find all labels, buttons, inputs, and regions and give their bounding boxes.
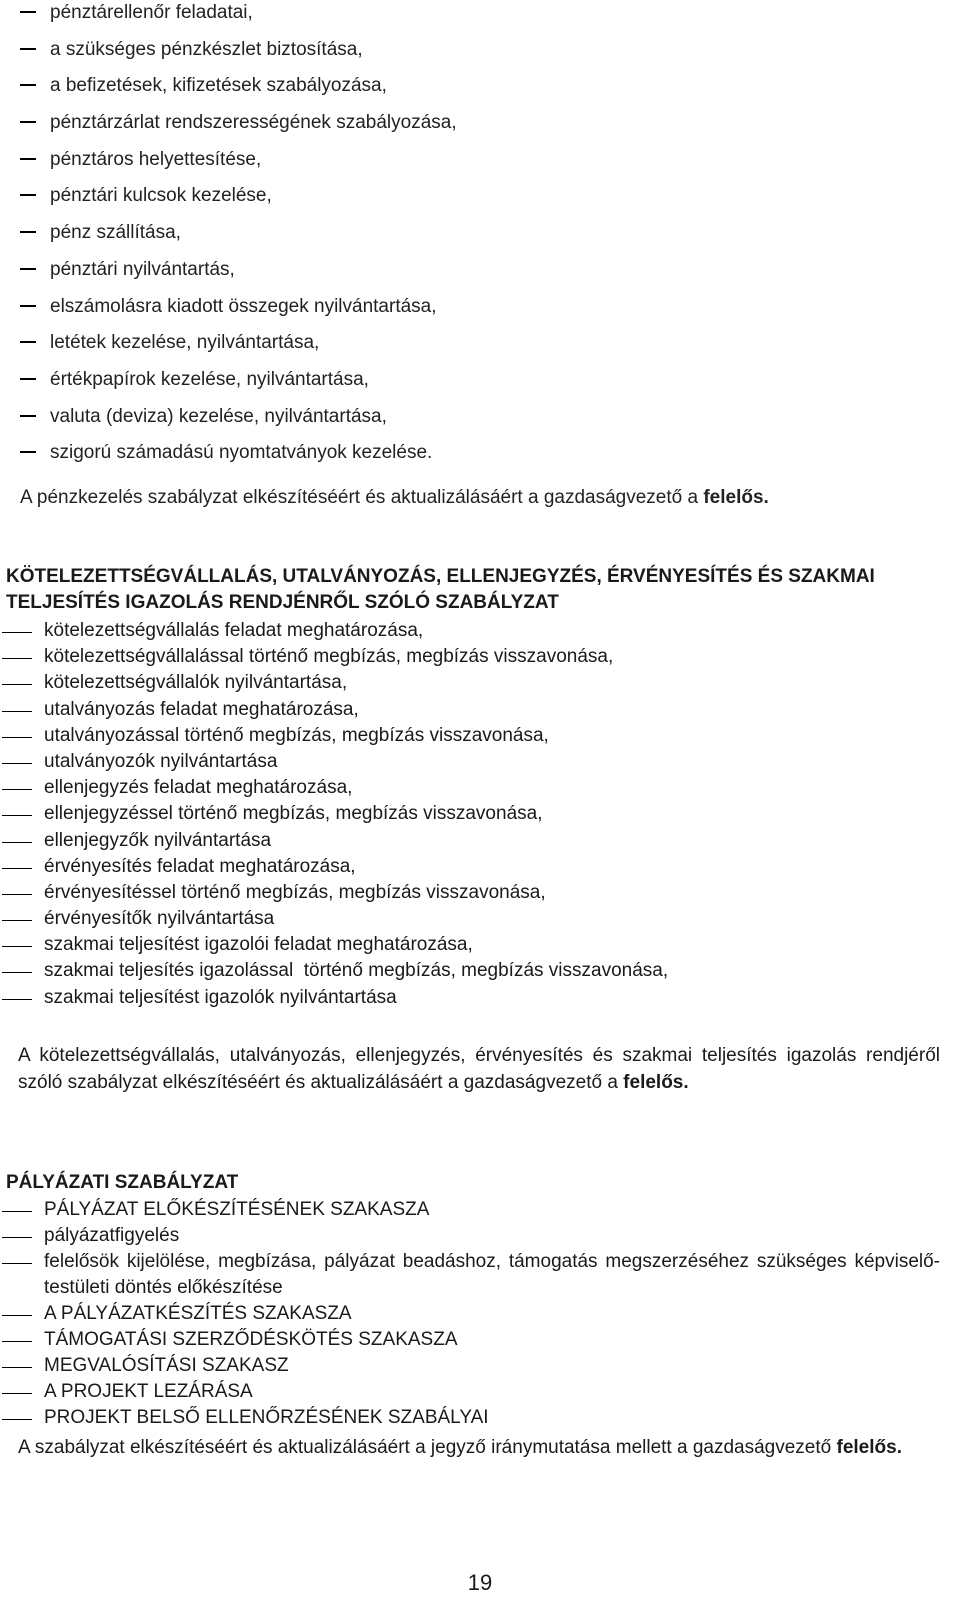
- list-item-text: ellenjegyzéssel történő megbízás, megbízás visszavonása,: [44, 803, 543, 825]
- list-item-text: a befizetések, kifizetések szabályozása,: [50, 75, 387, 97]
- list-item: [20, 257, 940, 294]
- list-item-text: pénztári nyilvántartás,: [50, 258, 235, 280]
- dash-bullet: [2, 908, 32, 930]
- dash-bullet: [2, 620, 32, 642]
- list-item-text: szigorú számadású nyomtatványok kezelése.: [50, 442, 433, 464]
- list-item: [0, 932, 940, 958]
- closing-text: A pénzkezelés szabályzat elkészítéséért és aktualizálásáért a gazdaságvezető a: [20, 487, 704, 508]
- tender-closing-paragraph: [18, 1434, 940, 1461]
- list-item-text: ellenjegyzés feladat meghatározása,: [44, 777, 353, 799]
- list-item: [0, 618, 940, 644]
- dash-bullet: [20, 39, 36, 61]
- dash-bullet: [2, 1381, 32, 1403]
- list-item-text: felelősök kijelölése, megbízása, pályázat beadáshoz, támogatás megszerzéséhez szükséges képviselő-testületi döntés előkészítése: [44, 1251, 940, 1298]
- list-item: [0, 1353, 940, 1379]
- list-item: [20, 0, 940, 37]
- list-item-text: A PÁLYÁZATKÉSZÍTÉS SZAKASZA: [44, 1303, 352, 1324]
- list-item-text: pályázatfigyelés: [44, 1225, 180, 1246]
- dash-bullet: [2, 1355, 32, 1377]
- list-item-text: pénztári kulcsok kezelése,: [50, 185, 272, 207]
- list-item-text: kötelezettségvállalással történő megbízás, megbízás visszavonása,: [44, 646, 614, 668]
- list-item: [0, 749, 940, 775]
- list-item: [0, 985, 940, 1011]
- list-item: [0, 723, 940, 749]
- dash-bullet: [20, 259, 36, 281]
- dash-bullet: [2, 1225, 32, 1247]
- closing-bold-text: felelős.: [703, 487, 769, 508]
- dash-bullet: [20, 369, 36, 391]
- dash-bullet: [20, 442, 36, 464]
- list-item: [20, 183, 940, 220]
- dash-bullet: [2, 1303, 32, 1325]
- list-item-text: ellenjegyzők nyilvántartása: [44, 829, 272, 851]
- list-item: [0, 828, 940, 854]
- dash-bullet: [2, 646, 32, 668]
- list-item: [0, 1301, 940, 1327]
- list-item: [0, 697, 940, 723]
- list-item-text: A PROJEKT LEZÁRÁSA: [44, 1381, 253, 1402]
- closing-text: A szabályzat elkészítéséért és aktualizálásáért a jegyző iránymutatása mellett a gazdaságvezető: [18, 1437, 837, 1458]
- list-item-text: értékpapírok kezelése, nyilvántartása,: [50, 368, 369, 390]
- list-item: [0, 801, 940, 827]
- list-item-text: pénz szállítása,: [50, 222, 181, 244]
- dash-bullet: [20, 222, 36, 244]
- list-item-text: utalványozással történő megbízás, megbízás visszavonása,: [44, 724, 549, 746]
- dash-bullet: [2, 960, 32, 982]
- list-item-text: kötelezettségvállalók nyilvántartása,: [44, 672, 348, 694]
- list-item: [20, 330, 940, 367]
- closing-text: A kötelezettségvállalás, utalványozás, ellenjegyzés, érvényesítés és szakmai teljesítés igazolás rendjéről szóló szabályzat elkészítéséért és aktualizálásáért a gazdaságvezető a: [18, 1045, 940, 1093]
- list-item: [0, 1405, 940, 1431]
- dash-bullet: [2, 672, 32, 694]
- list-item: [20, 294, 940, 331]
- list-item-text: kötelezettségvállalás feladat meghatározása,: [44, 620, 424, 641]
- list-item: [0, 906, 940, 932]
- list-item-text: valuta (deviza) kezelése, nyilvántartása,: [50, 405, 387, 427]
- dash-bullet: [2, 699, 32, 721]
- dash-bullet: [20, 75, 36, 97]
- list-item: [0, 880, 940, 906]
- list-item-text: pénztáros helyettesítése,: [50, 148, 262, 170]
- dash-bullet: [2, 1251, 32, 1273]
- dash-bullet: [2, 934, 32, 956]
- dash-bullet: [2, 882, 32, 904]
- list-item: [20, 147, 940, 184]
- list-item: [0, 1223, 940, 1249]
- list-item: [20, 37, 940, 74]
- list-item: [20, 367, 940, 404]
- list-item-text: MEGVALÓSÍTÁSI SZAKASZ: [44, 1355, 289, 1376]
- list-item-text: a szükséges pénzkészlet biztosítása,: [50, 38, 363, 60]
- dash-bullet: [2, 777, 32, 799]
- dash-bullet: [2, 987, 32, 1009]
- list-item-text: TÁMOGATÁSI SZERZŐDÉSKÖTÉS SZAKASZA: [44, 1329, 458, 1350]
- dash-bullet: [20, 332, 36, 354]
- list-item: [20, 73, 940, 110]
- list-item-text: pénztárzárlat rendszerességének szabályozása,: [50, 112, 457, 134]
- closing-bold-text: felelős.: [836, 1437, 902, 1458]
- list-item: [20, 110, 940, 147]
- list-item: [20, 220, 940, 257]
- commitment-list: [0, 618, 940, 1011]
- list-item-text: PROJEKT BELSŐ ELLENŐRZÉSÉNEK SZABÁLYAI: [44, 1407, 489, 1428]
- page-number: 19: [467, 1570, 493, 1595]
- dash-bullet: [2, 1199, 32, 1221]
- dash-bullet: [20, 112, 36, 134]
- list-item-text: PÁLYÁZAT ELŐKÉSZÍTÉSÉNEK SZAKASZA: [44, 1199, 430, 1220]
- list-item-text: érvényesítéssel történő megbízás, megbízás visszavonása,: [44, 881, 546, 903]
- list-item-text: elszámolásra kiadott összegek nyilvántartása,: [50, 295, 437, 317]
- dash-bullet: [2, 725, 32, 747]
- dash-bullet: [20, 406, 36, 428]
- commitment-section-heading: KÖTELEZETTSÉGVÁLLALÁS, UTALVÁNYOZÁS, ELLENJEGYZÉS, ÉRVÉNYESÍTÉS ÉS SZAKMAI TELJESÍTÉS IGAZOLÁS RENDJÉNRŐL SZÓLÓ SZABÁLYZAT: [6, 566, 875, 613]
- cash-management-list: [20, 0, 940, 477]
- dash-bullet: [2, 1407, 32, 1429]
- list-item: [0, 1197, 940, 1223]
- dash-bullet: [2, 751, 32, 773]
- list-item-text: szakmai teljesítést igazolói feladat meghatározása,: [44, 934, 473, 956]
- cash-management-closing-paragraph: [20, 485, 940, 511]
- dash-bullet: [20, 2, 36, 24]
- commitment-closing-paragraph: [18, 1042, 940, 1096]
- list-item: [0, 775, 940, 801]
- tender-section-heading: PÁLYÁZATI SZABÁLYZAT: [6, 1172, 239, 1193]
- list-item: [0, 670, 940, 696]
- list-item: [0, 1249, 940, 1301]
- list-item-text: letétek kezelése, nyilvántartása,: [50, 332, 320, 354]
- dash-bullet: [20, 185, 36, 207]
- dash-bullet: [2, 803, 32, 825]
- list-item-text: utalványozók nyilvántartása: [44, 750, 278, 772]
- list-item-text: szakmai teljesítést igazolók nyilvántartása: [44, 986, 397, 1008]
- tender-list: [0, 1197, 940, 1431]
- list-item: [0, 1379, 940, 1405]
- dash-bullet: [2, 856, 32, 878]
- list-item-text: érvényesítés feladat meghatározása,: [44, 855, 356, 877]
- dash-bullet: [20, 296, 36, 318]
- list-item-text: érvényesítők nyilvántartása: [44, 908, 275, 930]
- list-item: [0, 958, 940, 984]
- list-item: [0, 644, 940, 670]
- list-item: [20, 404, 940, 441]
- closing-bold-text: felelős.: [623, 1072, 689, 1093]
- dash-bullet: [2, 830, 32, 852]
- dash-bullet: [2, 1329, 32, 1351]
- list-item: [0, 1327, 940, 1353]
- dash-bullet: [20, 149, 36, 171]
- list-item: [0, 854, 940, 880]
- list-item-text: pénztárellenőr feladatai,: [50, 2, 253, 23]
- list-item: [20, 440, 940, 477]
- list-item-text: utalványozás feladat meghatározása,: [44, 698, 359, 720]
- list-item-text: szakmai teljesítés igazolással történő megbízás, megbízás visszavonása,: [44, 960, 669, 982]
